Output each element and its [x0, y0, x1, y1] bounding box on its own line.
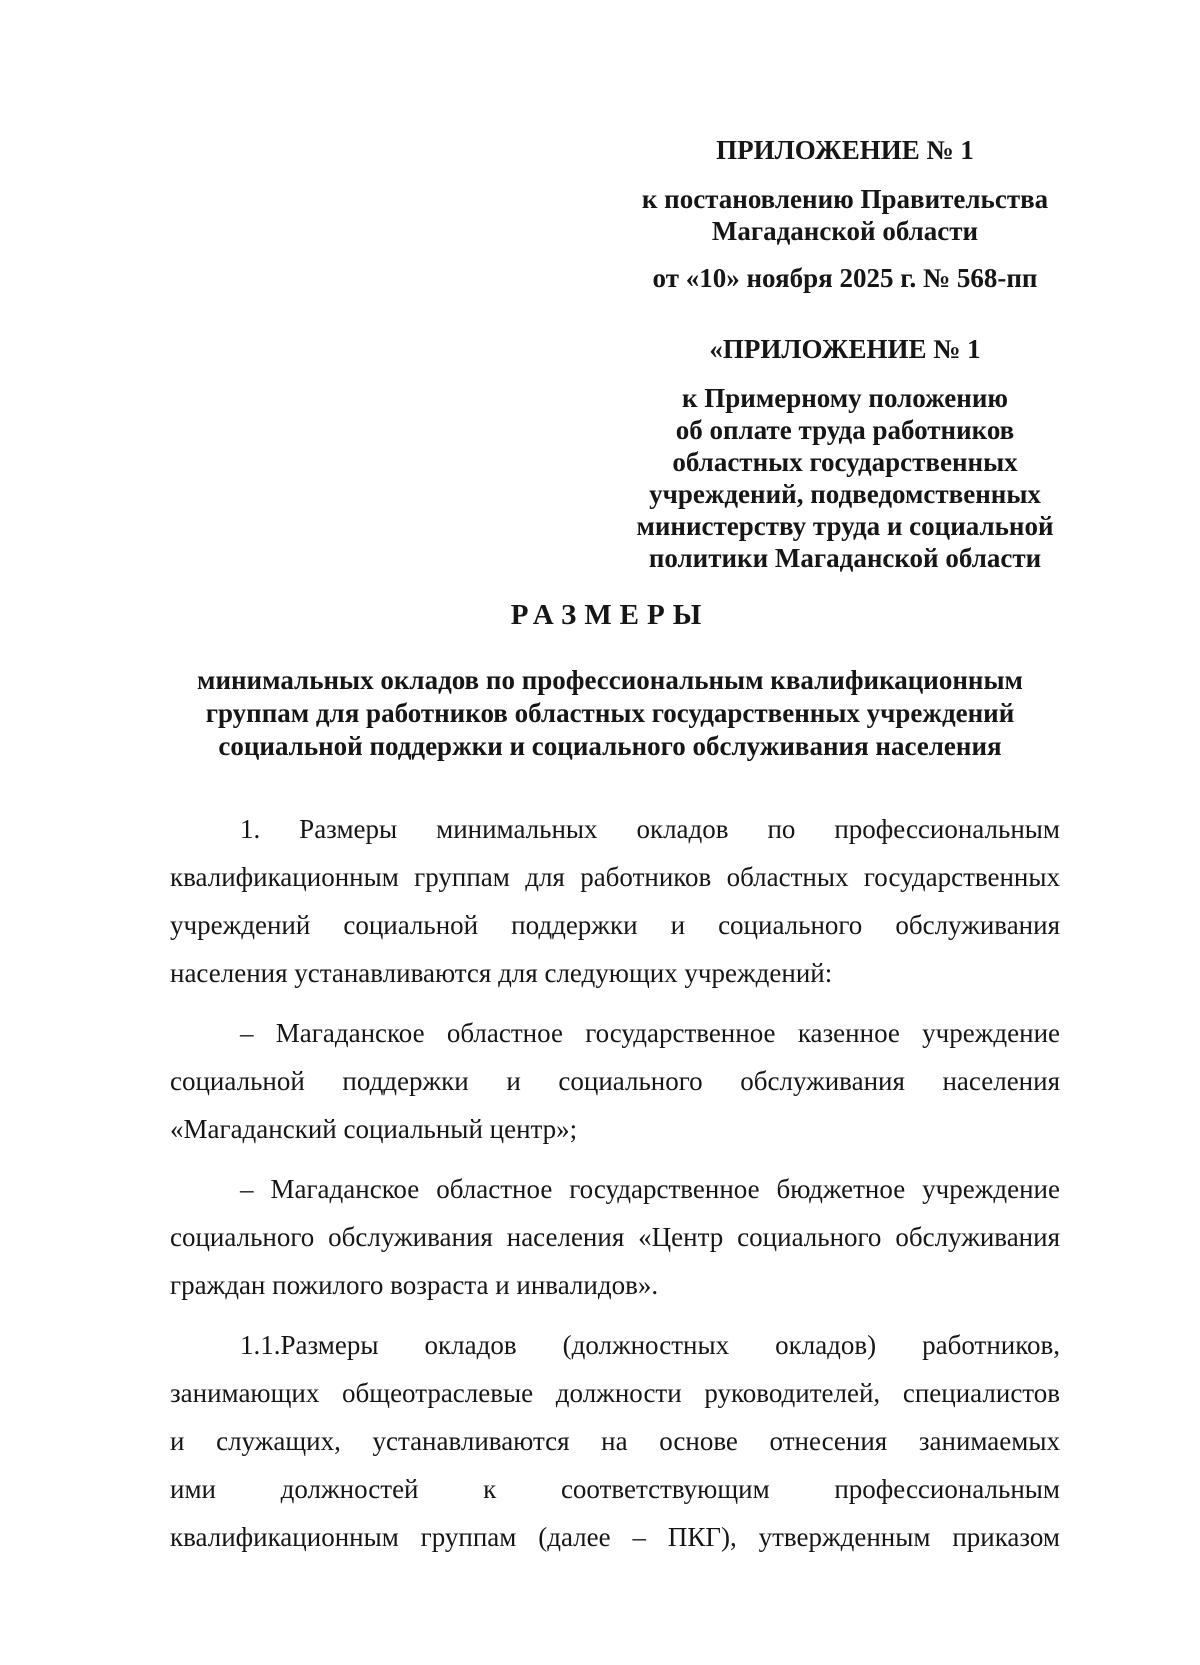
inner-appendix-reference — [600, 382, 1090, 574]
paragraph-line: – Магаданское областное государственное казенное учреждение — [240, 1018, 1060, 1048]
decree-date: от «10» ноября 2025 г. № 568-пп — [652, 263, 1038, 293]
paragraph-line: «Магаданский социальный центр»; — [170, 1114, 578, 1144]
paragraph-line: квалификационным группам для работников областных государственных — [170, 862, 1060, 892]
paragraph-line: социального обслуживания населения «Центр социального обслуживания — [170, 1222, 1060, 1252]
decree-reference — [600, 183, 1090, 247]
document-heading: РАЗМЕРЫ — [510, 599, 710, 631]
body-text — [170, 805, 1060, 1561]
inner-appendix-line: министерству труда и социальной — [636, 511, 1054, 541]
decree-line-1: к постановлению Правительства — [641, 184, 1049, 214]
appendix-title: ПРИЛОЖЕНИЕ № 1 — [716, 135, 974, 165]
subtitle-line: социальной поддержки и социального обслуживания населения — [218, 731, 1002, 761]
inner-appendix-line: политики Магаданской области — [648, 543, 1042, 573]
paragraph-line: 1.1.Размеры окладов (должностных окладов) работников, — [240, 1330, 1060, 1360]
paragraph-1 — [170, 805, 1060, 997]
paragraph-3 — [170, 1165, 1060, 1309]
appendix-header — [600, 134, 1090, 166]
paragraph-line: квалификационным группам (далее – ПКГ), утвержденным приказом — [170, 1522, 1060, 1552]
document-subtitle — [165, 664, 1055, 763]
paragraph-line: 1. Размеры минимальных окладов по профессиональным — [240, 814, 1060, 844]
paragraph-4 — [170, 1321, 1060, 1561]
paragraph-line: граждан пожилого возраста и инвалидов». — [170, 1270, 659, 1300]
paragraph-line: – Магаданское областное государственное бюджетное учреждение — [240, 1174, 1060, 1204]
inner-appendix-line: об оплате труда работников — [675, 415, 1015, 445]
inner-appendix-line: к Примерному положению — [681, 383, 1009, 413]
paragraph-2 — [170, 1009, 1060, 1153]
subtitle-line: минимальных окладов по профессиональным квалификационным — [197, 665, 1023, 695]
inner-appendix-title: «ПРИЛОЖЕНИЕ № 1 — [709, 334, 981, 364]
decree-line-2: Магаданской области — [711, 216, 979, 246]
paragraph-line: учреждений социальной поддержки и социального обслуживания — [170, 910, 1060, 940]
decree-date-block — [600, 262, 1090, 294]
paragraph-line: ими должностей к соответствующим профессиональным — [170, 1474, 1060, 1504]
paragraph-line: населения устанавливаются для следующих учреждений: — [170, 958, 833, 988]
paragraph-line: социальной поддержки и социального обслуживания населения — [170, 1066, 1060, 1096]
paragraph-line: занимающих общеотраслевые должности руководителей, специалистов — [170, 1378, 1060, 1408]
paragraph-line: и служащих, устанавливаются на основе отнесения занимаемых — [170, 1426, 1060, 1456]
inner-appendix-header — [600, 333, 1090, 365]
inner-appendix-line: областных государственных — [672, 447, 1018, 477]
subtitle-line: группам для работников областных государственных учреждений — [205, 698, 1015, 728]
inner-appendix-line: учреждений, подведомственных — [649, 479, 1041, 509]
